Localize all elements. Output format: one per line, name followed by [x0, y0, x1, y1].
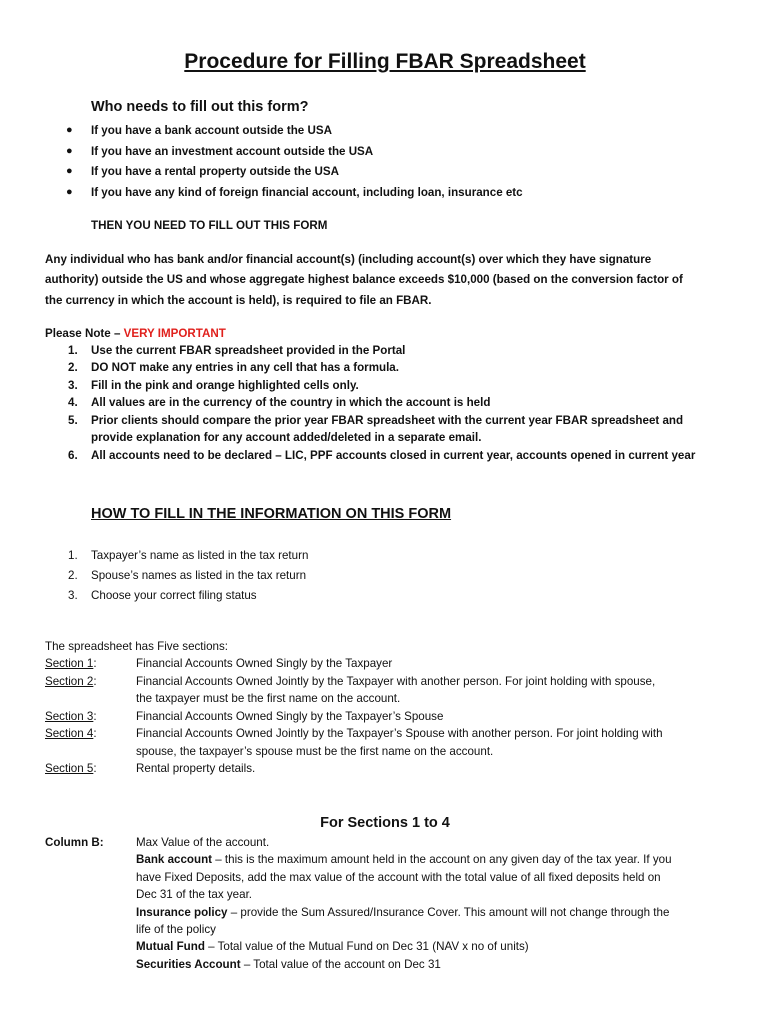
section-2-label: [45, 675, 97, 688]
intro-line-3: the currency in which the account is held), is required to file an FBAR.: [45, 294, 432, 307]
note-item-5-line-1: Prior clients should compare the prior year FBAR spreadsheet with the current year FBAR spreadsheet and: [91, 414, 684, 427]
bullet-icon: ●: [66, 165, 73, 177]
bank-line-2: have Fixed Deposits, add the max value of the account with the total value of all fixed deposits held on: [136, 871, 661, 884]
section-4-label: [45, 727, 97, 740]
how-num-2: 2.: [68, 569, 78, 582]
how-item-3: Choose your correct filing status: [91, 589, 257, 602]
securities-line: [136, 958, 441, 971]
page-title: Procedure for Filling FBAR Spreadsheet: [184, 50, 586, 73]
section-3-label: [45, 710, 97, 723]
note-item-3: Fill in the pink and orange highlighted cells only.: [91, 379, 359, 392]
note-num-1: 1.: [68, 344, 78, 357]
insurance-sep: –: [227, 906, 241, 919]
section-5-desc: Rental property details.: [136, 762, 256, 775]
section-2-colon: :: [93, 675, 97, 688]
securities-sep: –: [240, 958, 254, 971]
section-4-desc-line-1: Financial Accounts Owned Jointly by the Taxpayer’s Spouse with another person. For joint holding with: [136, 727, 663, 740]
section-2-link: Section 2: [45, 675, 94, 688]
section-4-link: Section 4: [45, 727, 94, 740]
bullet-icon: ●: [66, 145, 73, 157]
how-item-2: Spouse’s names as listed in the tax return: [91, 569, 307, 582]
note-item-1: Use the current FBAR spreadsheet provided in the Portal: [91, 344, 406, 357]
section-2-desc-line-2: the taxpayer must be the first name on the account.: [136, 692, 401, 705]
how-heading: HOW TO FILL IN THE INFORMATION ON THIS FORM: [91, 506, 452, 522]
mutual-fund-line: [136, 940, 529, 953]
sections-1-4-heading: For Sections 1 to 4: [320, 815, 450, 831]
section-3-link: Section 3: [45, 710, 94, 723]
mutual-term: Mutual Fund: [136, 940, 205, 953]
mutual-sep: –: [204, 940, 218, 953]
section-5-colon: :: [93, 762, 97, 775]
section-2-desc-line-1: Financial Accounts Owned Jointly by the Taxpayer with another person. For joint holding with spouse,: [136, 675, 656, 688]
section-3-colon: :: [93, 710, 97, 723]
who-bullet-4: If you have any kind of foreign financial account, including loan, insurance etc: [91, 186, 523, 199]
section-4-colon: :: [93, 727, 97, 740]
note-num-4: 4.: [68, 396, 78, 409]
note-num-3: 3.: [68, 379, 78, 392]
note-important: VERY IMPORTANT: [123, 327, 226, 340]
section-1-colon: :: [93, 657, 97, 670]
who-heading: Who needs to fill out this form?: [91, 99, 309, 115]
section-5-link: Section 5: [45, 762, 94, 775]
insurance-text-1: provide the Sum Assured/Insurance Cover. This amount will not change through the: [240, 906, 670, 919]
securities-term: Securities Account: [136, 958, 241, 971]
bank-line-3: Dec 31 of the tax year.: [136, 888, 253, 901]
sections-intro: The spreadsheet has Five sections:: [45, 640, 229, 653]
column-b-label: Column B:: [45, 836, 104, 849]
note-item-5-line-2: provide explanation for any account added/deleted in a separate email.: [91, 431, 482, 444]
mutual-text: Total value of the Mutual Fund on Dec 31 (NAV x no of units): [217, 940, 529, 953]
note-item-6: All accounts need to be declared – LIC, PPF accounts closed in current year, accounts opened in current year: [91, 449, 696, 462]
note-num-6: 6.: [68, 449, 78, 462]
intro-line-1: Any individual who has bank and/or financial account(s) (including account(s) over which they have signature: [45, 253, 652, 266]
section-4-desc-line-2: spouse, the taxpayer’s spouse must be the first name on the account.: [136, 745, 494, 758]
bullet-icon: ●: [66, 186, 73, 198]
bullet-icon: ●: [66, 124, 73, 136]
bank-line-1: [136, 853, 672, 866]
insurance-line-1: [136, 906, 669, 919]
then-statement: THEN YOU NEED TO FILL OUT THIS FORM: [91, 219, 328, 232]
who-bullet-1: If you have a bank account outside the USA: [91, 124, 332, 137]
section-3-desc: Financial Accounts Owned Singly by the Taxpayer’s Spouse: [136, 710, 444, 723]
bank-sep: –: [212, 853, 225, 866]
section-1-link: Section 1: [45, 657, 94, 670]
section-1-desc: Financial Accounts Owned Singly by the Taxpayer: [136, 657, 393, 670]
intro-line-2: authority) outside the US and whose aggregate highest balance exceeds $10,000 (based on the conversion factor of: [45, 273, 683, 286]
note-num-5: 5.: [68, 414, 78, 427]
who-bullet-3: If you have a rental property outside the USA: [91, 165, 340, 178]
note-num-2: 2.: [68, 361, 78, 374]
note-item-2: DO NOT make any entries in any cell that has a formula.: [91, 361, 399, 374]
securities-text: Total value of the account on Dec 31: [253, 958, 441, 971]
note-label: Please Note –: [45, 327, 124, 340]
how-item-1: Taxpayer’s name as listed in the tax return: [91, 549, 309, 562]
bank-term: Bank account: [136, 853, 213, 866]
bank-text-1: this is the maximum amount held in the account on any given day of the tax year. If you: [224, 853, 672, 866]
how-num-3: 3.: [68, 589, 78, 602]
section-5-label: [45, 762, 97, 775]
how-num-1: 1.: [68, 549, 78, 562]
who-bullet-2: If you have an investment account outside the USA: [91, 145, 374, 158]
insurance-term: Insurance policy: [136, 906, 228, 919]
note-heading: [45, 327, 226, 340]
section-1-label: [45, 657, 97, 670]
insurance-line-2: life of the policy: [136, 923, 216, 936]
max-value-text: Max Value of the account.: [136, 836, 270, 849]
note-item-4: All values are in the currency of the country in which the account is held: [91, 396, 491, 409]
